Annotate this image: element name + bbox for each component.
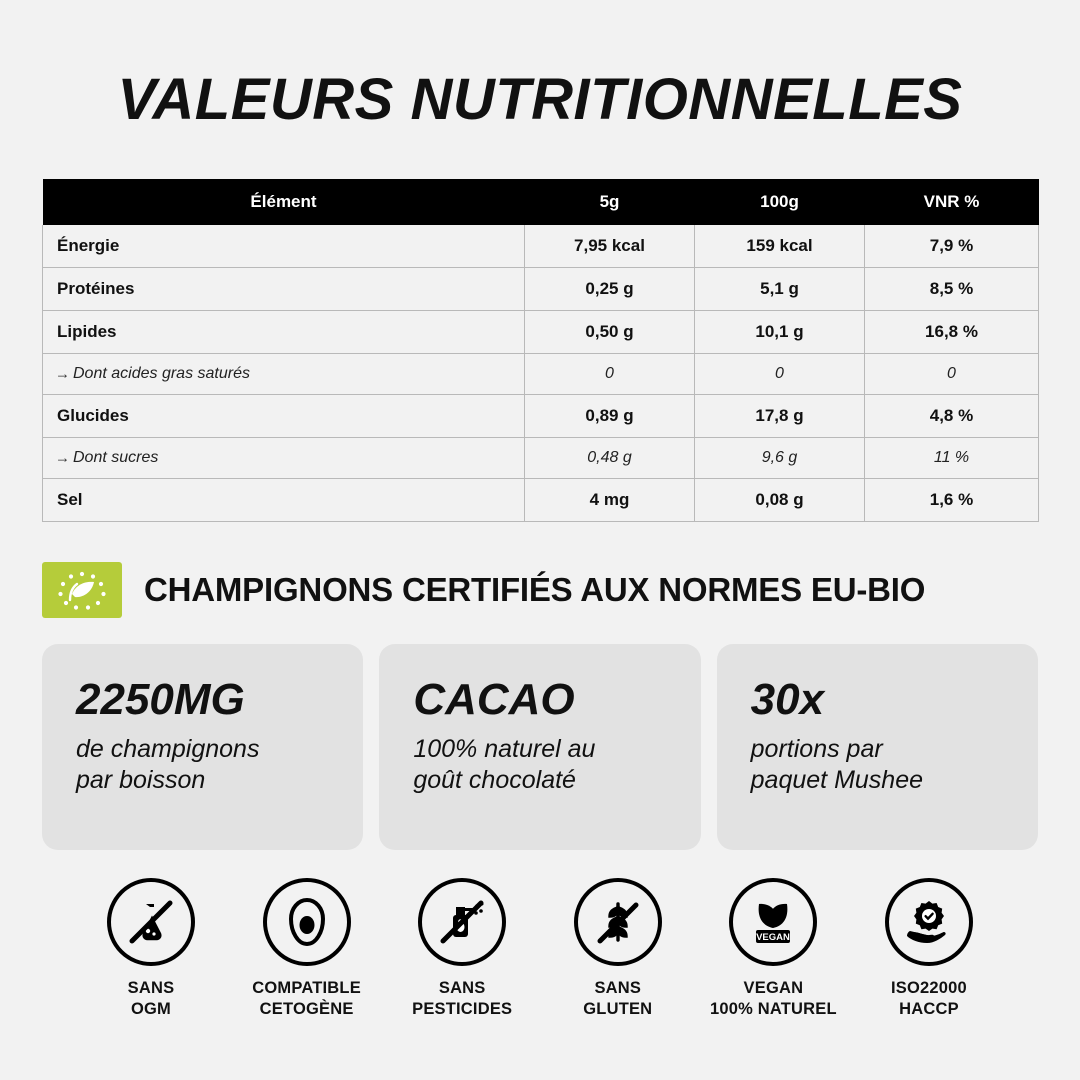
row-value: 4,8 % (865, 394, 1039, 437)
row-label (43, 437, 525, 478)
certification-badge-label: ISO22000 HACCP (891, 978, 967, 1018)
iso-certified-hand-icon (885, 878, 973, 966)
certification-badge (543, 878, 693, 1019)
row-value: 0 (695, 353, 865, 394)
row-value: 11 % (865, 437, 1039, 478)
nutrition-table (42, 179, 1039, 522)
row-value: 0 (525, 353, 695, 394)
feature-card (379, 644, 700, 850)
row-value: 1,6 % (865, 478, 1039, 521)
row-label: Lipides (43, 310, 525, 353)
feature-card (717, 644, 1038, 850)
table-row (43, 437, 1039, 478)
eu-bio-label: CHAMPIGNONS CERTIFIÉS AUX NORMES EU-BIO (144, 570, 926, 608)
row-value: 0,25 g (525, 267, 695, 310)
row-value: 16,8 % (865, 310, 1039, 353)
certification-badge (854, 878, 1004, 1019)
row-label: Énergie (43, 225, 525, 268)
row-label-text: Dont sucres (73, 448, 159, 466)
arrow-right-icon: → (55, 365, 70, 383)
table-row (43, 225, 1039, 268)
table-body (43, 225, 1039, 522)
certification-badge-label: SANS GLUTEN (583, 978, 653, 1018)
page-title: VALEURS NUTRITIONNELLES (117, 67, 963, 132)
row-label-text: Dont acides gras saturés (73, 364, 250, 382)
feature-card-headline: CACAO (413, 674, 575, 724)
row-value: 7,9 % (865, 225, 1039, 268)
feature-card-subtext: 100% naturel au goût chocolaté (413, 734, 596, 795)
table-header (43, 179, 1039, 225)
row-label (43, 353, 525, 394)
vegan-leaves-icon (729, 878, 817, 966)
certification-badge-label: SANS OGM (127, 978, 175, 1018)
row-value: 159 kcal (695, 225, 865, 268)
table-row (43, 310, 1039, 353)
feature-card (42, 644, 363, 850)
column-header-100g: 100g (695, 179, 865, 225)
feature-card-subtext: portions par paquet Mushee (750, 734, 924, 795)
certification-badge (76, 878, 226, 1019)
row-value: 10,1 g (695, 310, 865, 353)
certification-badge-label: COMPATIBLE CETOGÈNE (252, 978, 361, 1018)
table-row (43, 353, 1039, 394)
row-value: 17,8 g (695, 394, 865, 437)
table-header-row (43, 179, 1039, 225)
row-value: 0,08 g (695, 478, 865, 521)
table-row (43, 267, 1039, 310)
row-label: Protéines (43, 267, 525, 310)
eu-organic-leaf-icon (42, 562, 122, 618)
no-gmo-flask-icon (107, 878, 195, 966)
feature-card-subtext: de champignons par boisson (76, 734, 260, 795)
row-value: 0,89 g (525, 394, 695, 437)
avocado-keto-icon (263, 878, 351, 966)
certification-badge (387, 878, 537, 1019)
feature-card-headline: 2250MG (76, 674, 245, 724)
row-value: 9,6 g (695, 437, 865, 478)
row-value: 0 (865, 353, 1039, 394)
column-header-vnr: VNR % (865, 179, 1039, 225)
certification-badge (698, 878, 848, 1019)
row-value: 8,5 % (865, 267, 1039, 310)
certification-badge-label: VEGAN 100% NATUREL (709, 978, 837, 1018)
gluten-free-wheat-icon (574, 878, 662, 966)
row-label: Sel (43, 478, 525, 521)
row-value: 7,95 kcal (525, 225, 695, 268)
column-header-element: Élément (43, 179, 525, 225)
no-pesticides-icon (418, 878, 506, 966)
svg-text:VEGAN: VEGAN (756, 931, 791, 943)
eu-bio-row (42, 562, 1038, 618)
table-row (43, 394, 1039, 437)
row-value: 0,48 g (525, 437, 695, 478)
certification-badge-label: SANS PESTICIDES (412, 978, 513, 1018)
row-value: 4 mg (525, 478, 695, 521)
column-header-5g: 5g (525, 179, 695, 225)
arrow-right-icon: → (55, 449, 70, 467)
feature-card-headline: 30x (750, 674, 825, 724)
row-label: Glucides (43, 394, 525, 437)
row-value: 0,50 g (525, 310, 695, 353)
table-row (43, 478, 1039, 521)
feature-cards (42, 644, 1038, 850)
certification-badge (232, 878, 382, 1019)
certification-badges (42, 878, 1038, 1019)
row-value: 5,1 g (695, 267, 865, 310)
